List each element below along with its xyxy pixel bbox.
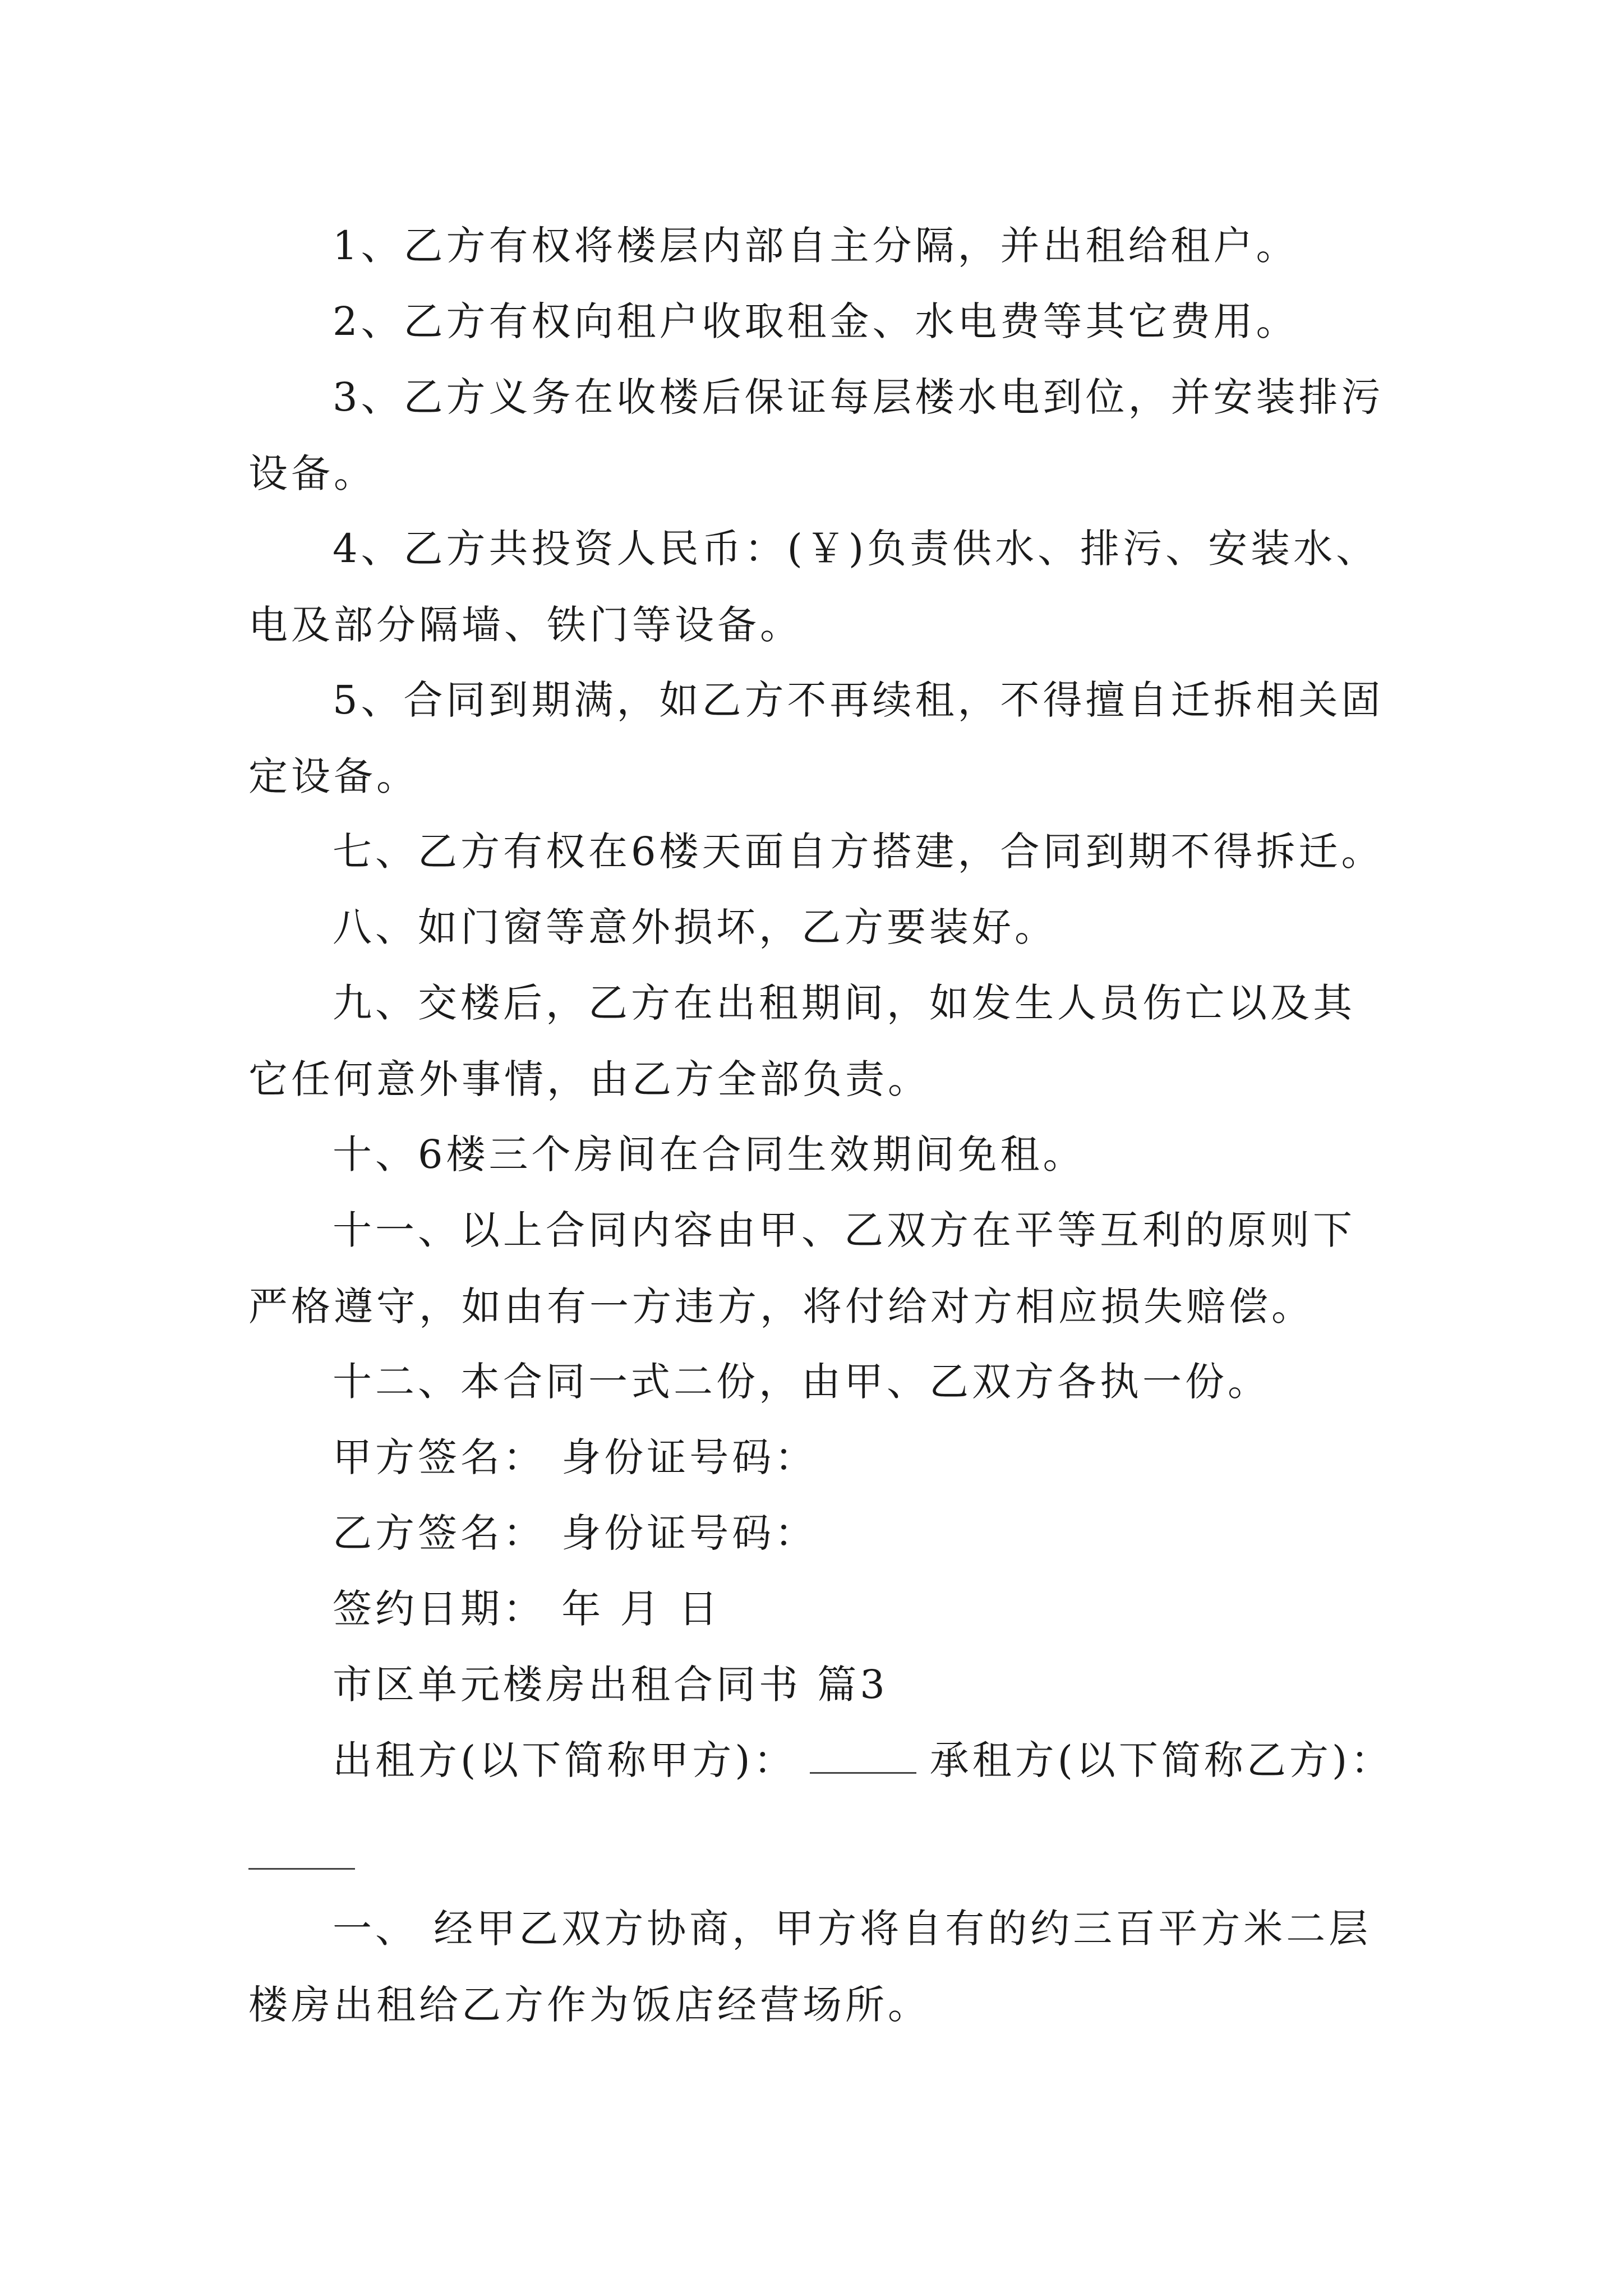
clause-one: 一、 经甲乙双方协商，甲方将自有的约三百平方米二层楼房出租给乙方作为饭店经营场所。 <box>248 1906 1372 2028</box>
paragraph-4: 4、乙方共投资人民币：(￥)负责供水、排污、安装水、电及部分隔墙、铁门等设备。 <box>248 526 1379 648</box>
signature-party-b: 乙方签名： 身份证号码： <box>333 1510 818 1556</box>
lessee-label: 承租方(以下简称乙方)： <box>929 1737 1394 1783</box>
paragraph-12: 十二、本合同一式二份，由甲、乙双方各执一份。 <box>333 1359 1270 1405</box>
paragraph-2: 2、乙方有权向租户收取租金、水电费等其它费用。 <box>333 298 1299 344</box>
lessee-blank <box>248 1868 355 1870</box>
paragraph-5: 5、合同到期满，如乙方不再续租，不得擅自迁拆相关固定设备。 <box>248 677 1384 799</box>
paragraph-11: 十一、以上合同内容由甲、乙双方在平等互利的原则下严格遵守，如由有一方违方，将付给对方相应损失赔偿。 <box>248 1207 1355 1329</box>
paragraph-7: 七、乙方有权在6楼天面自方搭建，合同到期不得拆迁。 <box>333 829 1384 875</box>
paragraph-9: 九、交楼后，乙方在出租期间，如发生人员伤亡以及其它任何意外事情，由乙方全部负责。 <box>248 980 1355 1102</box>
paragraph-10: 十、6楼三个房间在合同生效期间免租。 <box>333 1131 1086 1177</box>
paragraph-1: 1、乙方有权将楼层内部自主分隔，并出租给租户。 <box>333 223 1299 269</box>
paragraph-8: 八、如门窗等意外损坏，乙方要装好。 <box>333 904 1057 950</box>
signature-date: 签约日期： 年 月 日 <box>333 1586 721 1632</box>
section-title: 市区单元楼房出租合同书 篇3 <box>333 1662 888 1708</box>
lessor-blank <box>810 1766 916 1774</box>
paragraph-3: 3、乙方义务在收楼后保证每层楼水电到位，并安装排污设备。 <box>248 374 1384 496</box>
lessor-label: 出租方(以下简称甲方)： <box>333 1737 796 1783</box>
parties-line <box>248 1722 1482 1798</box>
signature-party-a: 甲方签名： 身份证号码： <box>333 1434 818 1480</box>
